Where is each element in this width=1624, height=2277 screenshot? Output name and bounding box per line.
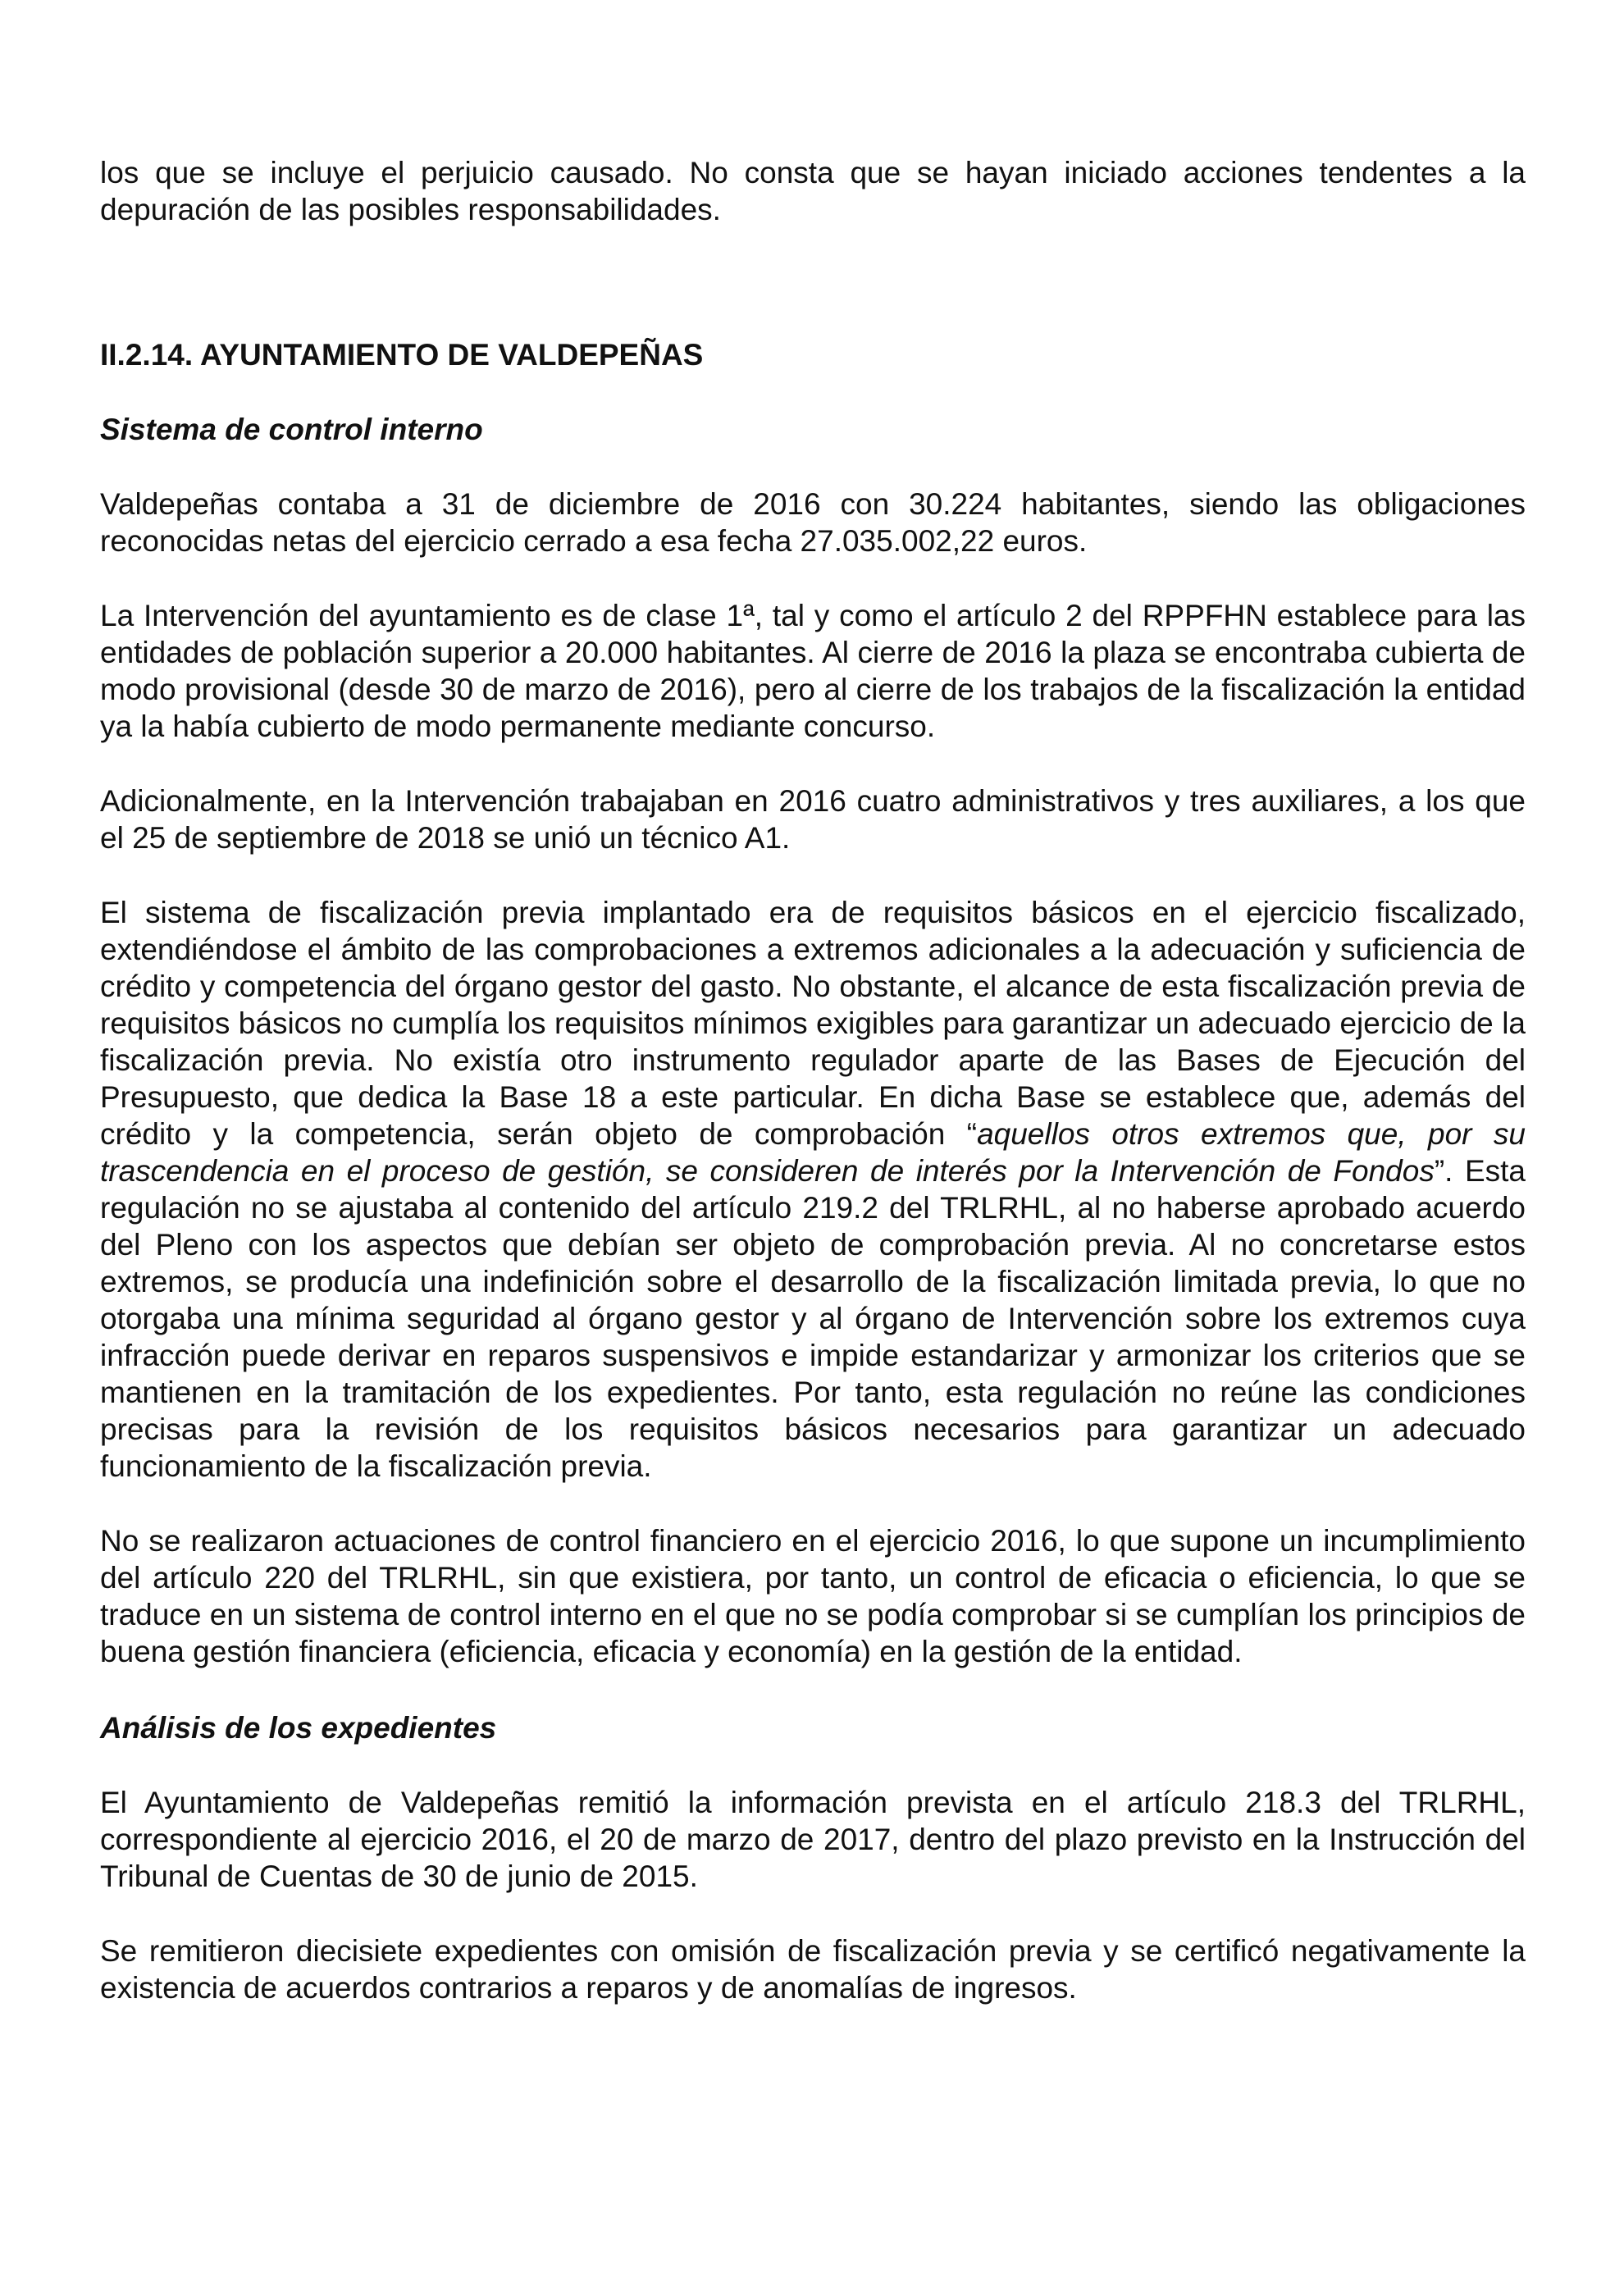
control-paragraph-4 (100, 894, 1526, 1485)
intro-paragraph: los que se incluye el perjuicio causado. No consta que se hayan iniciado acciones tendentes a la depuración de las posibles responsabilidades. (100, 156, 1526, 226)
control-paragraph-5: No se realizaron actuaciones de control financiero en el ejercicio 2016, lo que supone un incumplimiento del artículo 220 del TRLRHL, sin que existiera, por tanto, un control de eficacia o eficiencia, lo que se traduce en un sistema de control interno en el que no se podía comprobar si se cumplían los principios de buena gestión financiera (eficiencia, eficacia y economía) en la gestión de la entidad. (100, 1524, 1526, 1668)
analysis-heading: Análisis de los expedientes (100, 1711, 497, 1745)
analysis-paragraph-2: Se remitieron diecisiete expedientes con omisión de fiscalización previa y se certificó negativamente la existencia de acuerdos contrarios a reparos y de anomalías de ingresos. (100, 1934, 1526, 2005)
document-page (100, 154, 1526, 2006)
section-title: II.2.14. AYUNTAMIENTO DE VALDEPEÑAS (100, 338, 704, 372)
base-18-quote: aquellos otros extremos que, por su trascendencia en el proceso de gestión, se consideren de interés por la Intervención de Fondos (100, 1117, 1526, 1188)
control-paragraph-4-b: ”. Esta regulación no se ajustaba al contenido del artículo 219.2 del TRLRHL, al no haberse aprobado acuerdo del Pleno con los aspectos que debían ser objeto de comprobación previa. Al no concretarse estos extremos, se producía una indefinición sobre el desarrollo de la fiscalización limitada previa, lo que no otorgaba una mínima seguridad al órgano gestor y al órgano de Intervención sobre los extremos cuya infracción puede derivar en reparos suspensivos e impide estandarizar y armonizar los criterios que se mantienen en la tramitación de los expedientes. Por tanto, esta regulación no reúne las condiciones precisas para la revisión de los requisitos básicos necesarios para garantizar un adecuado funcionamiento de la fiscalización previa. (100, 1154, 1526, 1483)
control-paragraph-2: La Intervención del ayuntamiento es de clase 1ª, tal y como el artículo 2 del RPPFHN establece para las entidades de población superior a 20.000 habitantes. Al cierre de 2016 la plaza se encontraba cubierta de modo provisional (desde 30 de marzo de 2016), pero al cierre de los trabajos de la fiscalización la entidad ya la había cubierto de modo permanente mediante concurso. (100, 599, 1526, 743)
control-heading: Sistema de control interno (100, 413, 483, 446)
control-paragraph-4-a: El sistema de fiscalización previa implantado era de requisitos básicos en el ejercicio fiscalizado, extendiéndose el ámbito de las comprobaciones a extremos adicionales a la adecuación y suficiencia de crédito y competencia del órgano gestor del gasto. No obstante, el alcance de esta fiscalización previa de requisitos básicos no cumplía los requisitos mínimos exigibles para garantizar un adecuado ejercicio de la fiscalización previa. No existía otro instrumento regulador aparte de las Bases de Ejecución del Presupuesto, que dedica la Base 18 a este particular. En dicha Base se establece que, además del crédito y la competencia, serán objeto de comprobación “ (100, 896, 1526, 1151)
control-paragraph-3: Adicionalmente, en la Intervención trabajaban en 2016 cuatro administrativos y tres auxiliares, a los que el 25 de septiembre de 2018 se unió un técnico A1. (100, 784, 1526, 855)
analysis-paragraph-1: El Ayuntamiento de Valdepeñas remitió la información prevista en el artículo 218.3 del TRLRHL, correspondiente al ejercicio 2016, el 20 de marzo de 2017, dentro del plazo previsto en la Instrucción del Tribunal de Cuentas de 30 de junio de 2015. (100, 1786, 1526, 1893)
control-paragraph-1: Valdepeñas contaba a 31 de diciembre de 2016 con 30.224 habitantes, siendo las obligaciones reconocidas netas del ejercicio cerrado a esa fecha 27.035.002,22 euros. (100, 487, 1526, 558)
